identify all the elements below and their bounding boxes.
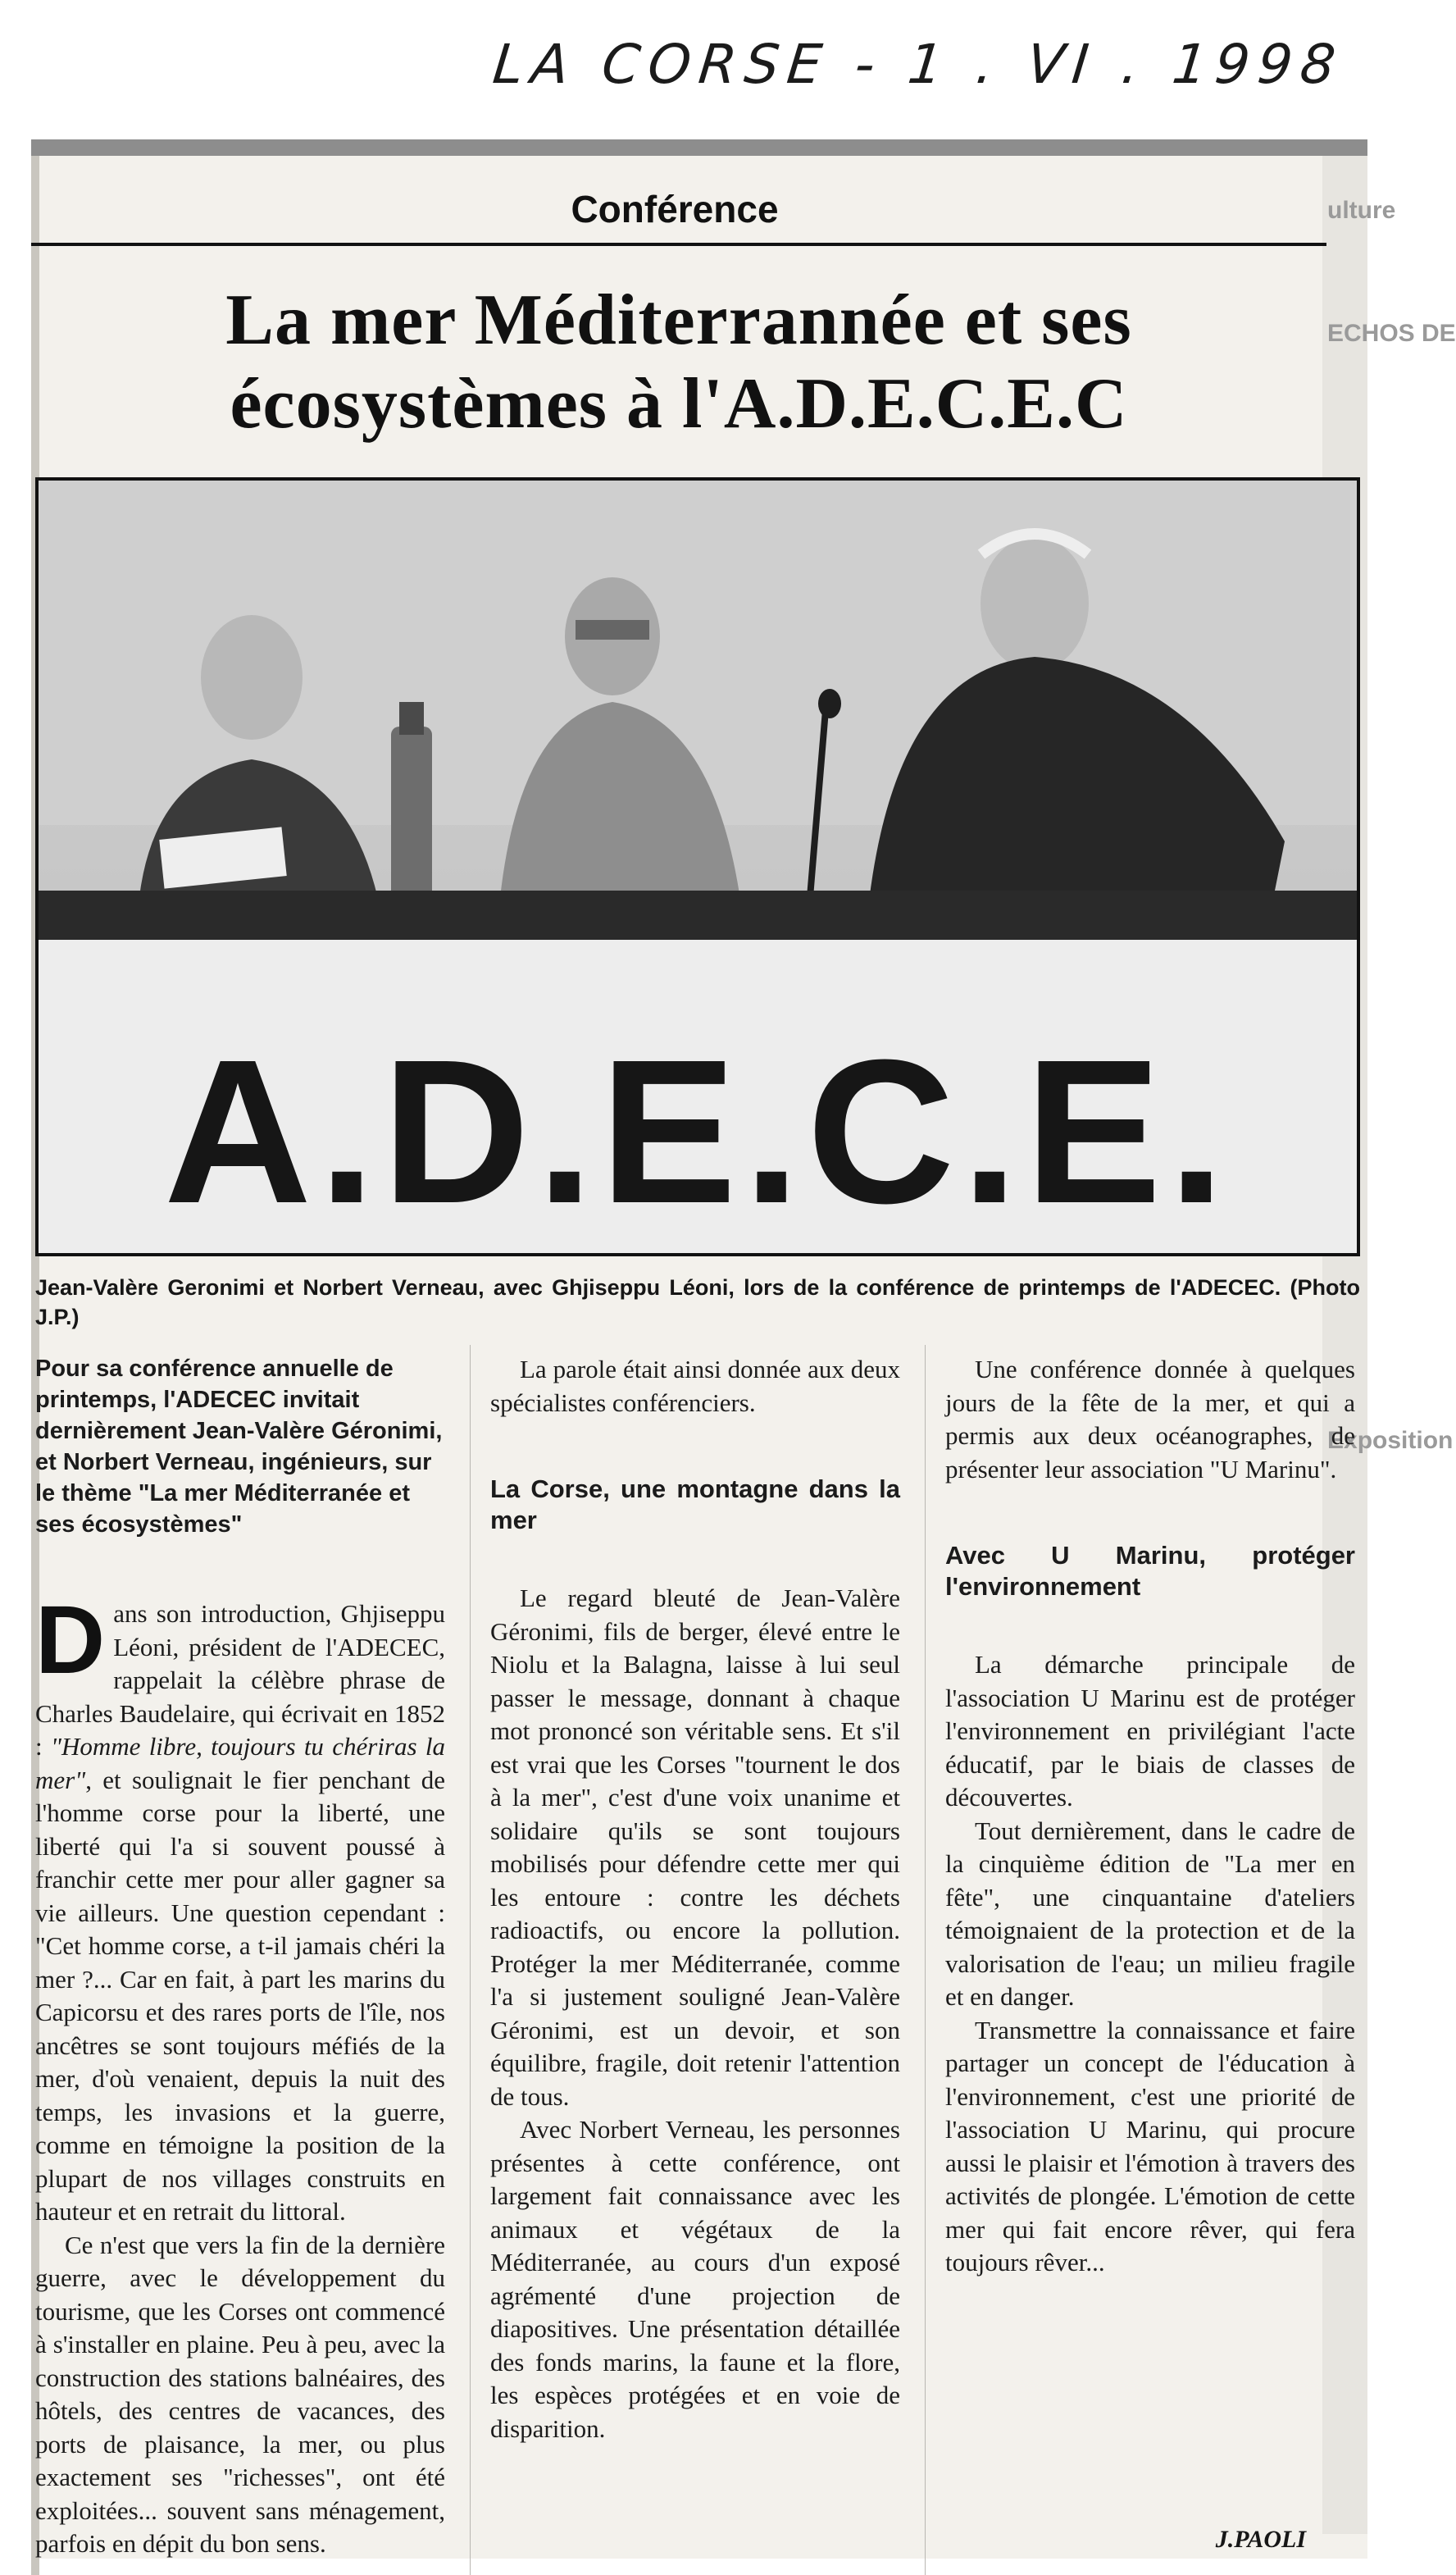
banner-text: A.D.E.C.E. bbox=[163, 1017, 1232, 1246]
article-column-3 bbox=[945, 1353, 1355, 2280]
photo-caption: Jean-Valère Geronimi et Norbert Verneau, avec Ghjiseppu Léoni, lors de la conférence de printemps de l'ADECEC. (Photo J.P.) bbox=[35, 1275, 1360, 1329]
paragraph-intro-rest: , et soulignait le fier penchant de l'homme corse pour la liberté, une liberté qui l'a si souvent poussé à franchir cette mer pour aller gagner sa vie ailleurs. Une question cependant : "Cet homme corse, a t-il jamais chéri la mer ?... Car en fait, à part les marins du Capicorsu et des rares ports de l'île, nos ancêtres se sont toujours méfiés de la mer, d'où venaient, depuis la nuit des temps, les invasions et la guerre, comme en témoigne la position de la plupart de nos villages construits en hauteur et en retrait du littoral. bbox=[35, 1765, 445, 2226]
headline-line-2: écosystèmes à l'A.D.E.C.E.C bbox=[230, 364, 1128, 444]
adjacent-fragment: ulture bbox=[1327, 197, 1396, 224]
subheading-corse: La Corse, une montagne dans la mer bbox=[490, 1474, 900, 1534]
adjacent-fragment: Exposition bbox=[1327, 1427, 1454, 1454]
drop-cap: D bbox=[35, 1586, 106, 1694]
paragraph-demarche: La démarche principale de l'association U Marinu est de protéger l'environnement en privilégiant l'acte éducatif, par le biais de classes de découvertes. bbox=[945, 1650, 1355, 1812]
rubric-underline bbox=[31, 243, 1326, 246]
paragraph-verneau: Avec Norbert Verneau, les personnes présentes à cette conférence, ont largement fait connaissance avec les animaux et végétaux de la Méditerranée, au cours d'un exposé agrémenté d'une projection de diapositives. Une présentation détaillée des fonds marins, la faune et la flore, les espèces protégées et en voie de disparition. bbox=[490, 2115, 900, 2443]
section-rubric: Conférence bbox=[571, 188, 779, 230]
paragraph-intro bbox=[35, 1586, 445, 2229]
newspaper-clipping bbox=[31, 139, 1456, 2559]
paragraph-tourism: Ce n'est que vers la fin de la dernière guerre, avec le développement du tourisme, que les Corses ont commencé à s'installer en plaine. Peu à peu, avec la construction des stations balnéaires, des hôtels, des centres de vacances, des ports de plaisance, la mer, ou plus exactement ses "richesses", ont été exploitées... souvent sans ménagement, parfois en dépit du bon sens. bbox=[35, 2230, 445, 2558]
photo-illustration bbox=[39, 481, 1357, 1253]
headline-line-1: La mer Méditerrannée et ses bbox=[225, 280, 1132, 360]
paragraph-mer-en-fete: Tout dernièrement, dans le cadre de la cinquième édition de "La mer en fête", une cinquantaine d'ateliers témoignaient de la protection et de la valorisation de l'eau; un milieu fragile et en danger. bbox=[945, 1816, 1355, 2011]
column-divider bbox=[470, 1345, 471, 2575]
adjacent-fragment: ECHOS DE bbox=[1327, 320, 1456, 347]
author-signature: J.PAOLI bbox=[1215, 2526, 1306, 2553]
headline bbox=[64, 279, 1294, 446]
paragraph-intro-text: ans son introduction, Ghjiseppu Léoni, président de l'ADECEC, rappelait la célèbre phrase de Charles Baudelaire, qui écrivait en 1852 : bbox=[35, 1599, 445, 1761]
water-bottle bbox=[391, 702, 432, 923]
top-border-rule bbox=[31, 139, 1367, 156]
handwritten-date-annotation: LA CORSE - 1 . VI . 1998 bbox=[489, 33, 1347, 96]
article-lead: Pour sa conférence annuelle de printemps, l'ADECEC invitait dernièrement Jean-Valère Géronimi, et Norbert Verneau, ingénieurs, sur le thème "La mer Méditerranée et ses écosystèmes" bbox=[35, 1356, 443, 1538]
baudelaire-quote: "Homme libre, toujours tu chériras la mer" bbox=[35, 1732, 445, 1794]
paragraph-transmettre: Transmettre la connaissance et faire partager un concept de l'éducation à l'environnement, c'est une priorité de l'association U Marinu, qui procure aussi le plaisir et l'émotion à travers des activités de plongée. L'émotion de cette mer qui fait encore rêver, qui fera toujours rêver... bbox=[945, 2015, 1355, 2276]
paragraph-speakers: La parole était ainsi donnée aux deux spécialistes conférenciers. bbox=[490, 1355, 900, 1417]
paragraph-fete-mer: Une conférence donnée à quelques jours de la fête de la mer, et qui a permis aux deux océanographes, de présenter leur association "U Marinu". bbox=[945, 1355, 1355, 1483]
article-column-2 bbox=[490, 1353, 900, 2445]
conference-photo bbox=[35, 477, 1360, 1256]
paragraph-geronimi: Le regard bleuté de Jean-Valère Géronimi, fils de berger, élevé entre le Niolu et la Balagna, laisse à lui seul passer le message, donnant à chaque mot prononcé son véritable sens. Et s'il est vrai que les Corses "tournent le dos à la mer", c'est d'une voix unanime et solidaire qu'ils se sont toujours mobilisés pour défendre cette mer qui les entoure : contre les déchets radioactifs, ou encore la pollution. Protéger la mer Méditerranée, comme l'a si justement souligné Jean-Valère Géronimi, est un devoir, et son équilibre, fragile, doit retenir l'attention de tous. bbox=[490, 1584, 900, 2111]
article-column-1 bbox=[35, 1353, 445, 2561]
subheading-u-marinu: Avec U Marinu, protéger l'environnement bbox=[945, 1541, 1355, 1601]
column-divider bbox=[925, 1345, 926, 2575]
